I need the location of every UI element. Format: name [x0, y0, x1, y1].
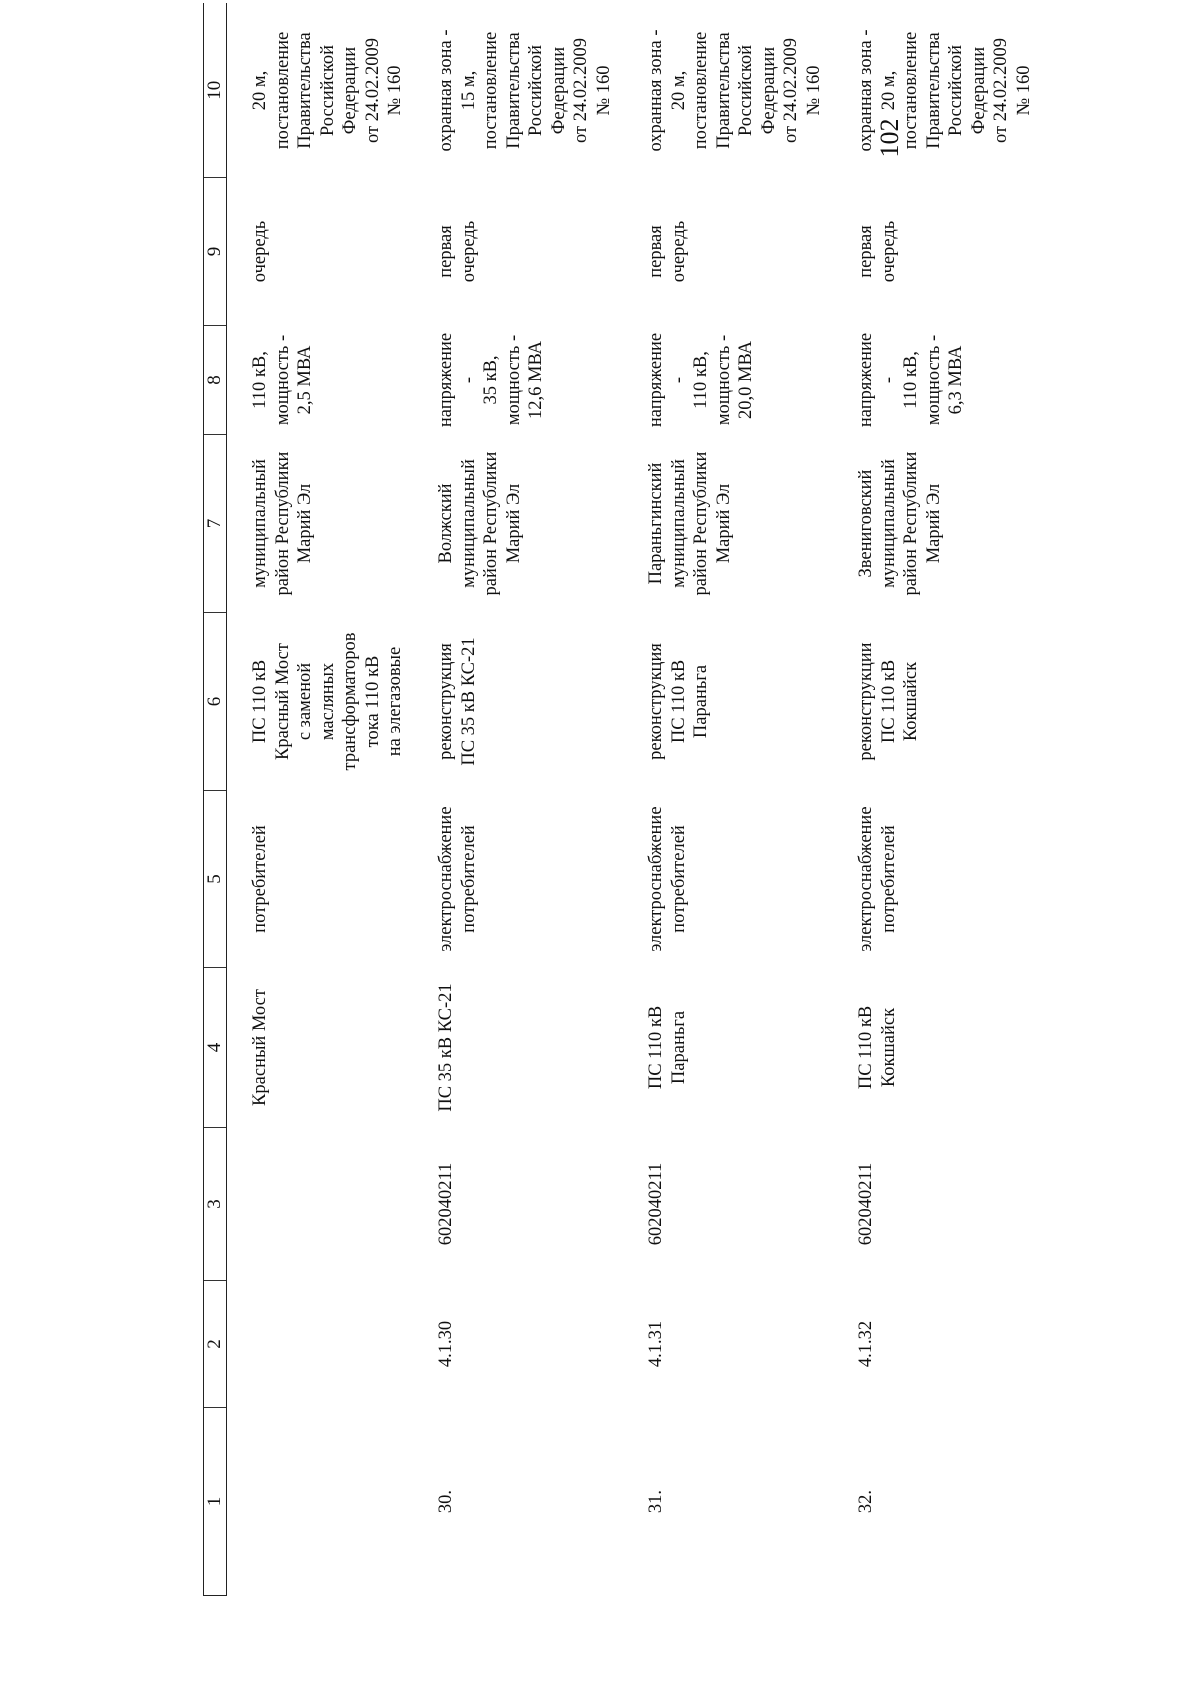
column-header-10: 10 — [204, 4, 227, 178]
stage-cell: первая очередь — [856, 220, 899, 283]
column-number-row — [204, 4, 227, 1596]
page-number: 102 — [875, 118, 904, 158]
row-number-cell: 30. — [436, 1489, 456, 1514]
purpose-cell: электроснабжение потребителей — [856, 806, 899, 952]
zone-cell: 20 м, постановление Правительства Российской Федерации от 24.02.2009 № 160 — [250, 31, 405, 150]
item-code-cell — [227, 1281, 418, 1408]
zone-cell: охранная зона - 15 м, постановление Правительства Российской Федерации от 24.02.2009 № 160 — [436, 29, 614, 152]
column-header-6: 6 — [204, 613, 227, 791]
column-header-4: 4 — [204, 968, 227, 1128]
object-name-cell: ПС 35 кВ КС-21 — [436, 983, 456, 1112]
classifier-code-cell — [227, 1128, 418, 1281]
description-cell: реконструкция ПС 110 кВ Параньга — [646, 643, 711, 760]
characteristics-cell: напряжение - 110 кВ, мощность - 6,3 МВА — [856, 332, 966, 428]
description-cell: ПС 110 кВ Красный Мост с заменой масляных трансформаторов тока 110 кВ на элегазовые — [250, 632, 405, 771]
zone-cell: охранная зона - 20 м, постановление Правительства Российской Федерации от 24.02.2009 № 160 — [856, 29, 1034, 152]
column-header-7: 7 — [204, 435, 227, 613]
stage-cell: первая очередь — [436, 220, 479, 283]
column-header-9: 9 — [204, 178, 227, 326]
table-row — [627, 4, 837, 1596]
purpose-cell: потребителей — [250, 825, 270, 933]
location-cell: Параньгинский муниципальный район Республики Марий Эл — [646, 451, 734, 596]
table-row — [227, 4, 418, 1596]
object-name-cell: ПС 110 кВ Параньга — [646, 1005, 689, 1090]
column-header-3: 3 — [204, 1128, 227, 1281]
zone-cell: охранная зона - 20 м, постановление Правительства Российской Федерации от 24.02.2009 № 160 — [646, 29, 824, 152]
object-name-cell: ПС 110 кВ Кокшайск — [856, 1005, 899, 1090]
location-cell: муниципальный район Республики Марий Эл — [250, 451, 315, 596]
purpose-cell: электроснабжение потребителей — [436, 806, 479, 952]
characteristics-cell: 110 кВ, мощность - 2,5 МВА — [250, 334, 315, 426]
purpose-cell: электроснабжение потребителей — [646, 806, 689, 952]
classifier-code-cell: 602040211 — [856, 1162, 876, 1246]
rotated-table-sheet — [203, 29, 1034, 1596]
column-header-5: 5 — [204, 791, 227, 968]
row-number-cell: 31. — [646, 1489, 666, 1514]
item-code-cell: 4.1.32 — [856, 1320, 876, 1368]
object-name-cell: Красный Мост — [250, 989, 270, 1106]
column-header-8: 8 — [204, 326, 227, 435]
row-number-cell: 32. — [856, 1489, 876, 1514]
stage-cell: очередь — [250, 220, 270, 283]
description-cell: реконструкции ПС 110 кВ Кокшайск — [856, 642, 921, 761]
column-header-2: 2 — [204, 1281, 227, 1408]
row-number-cell — [227, 1408, 418, 1596]
stage-cell: первая очередь — [646, 220, 689, 283]
table-row — [837, 4, 1047, 1596]
characteristics-cell: напряжение - 110 кВ, мощность - 20,0 МВА — [646, 332, 756, 428]
description-cell: реконструкция ПС 35 кВ КС-21 — [436, 637, 479, 766]
location-cell: Звениговский муниципальный район Республики Марий Эл — [856, 451, 944, 596]
classifier-code-cell: 602040211 — [436, 1162, 456, 1246]
characteristics-cell: напряжение - 35 кВ, мощность - 12,6 МВА — [436, 332, 546, 428]
classifier-code-cell: 602040211 — [646, 1162, 666, 1246]
objects-table — [203, 4, 1047, 1597]
item-code-cell: 4.1.30 — [436, 1320, 456, 1368]
location-cell: Волжский муниципальный район Республики Марий Эл — [436, 451, 524, 596]
table-row — [417, 4, 627, 1596]
item-code-cell: 4.1.31 — [646, 1320, 666, 1368]
column-header-1: 1 — [204, 1408, 227, 1596]
